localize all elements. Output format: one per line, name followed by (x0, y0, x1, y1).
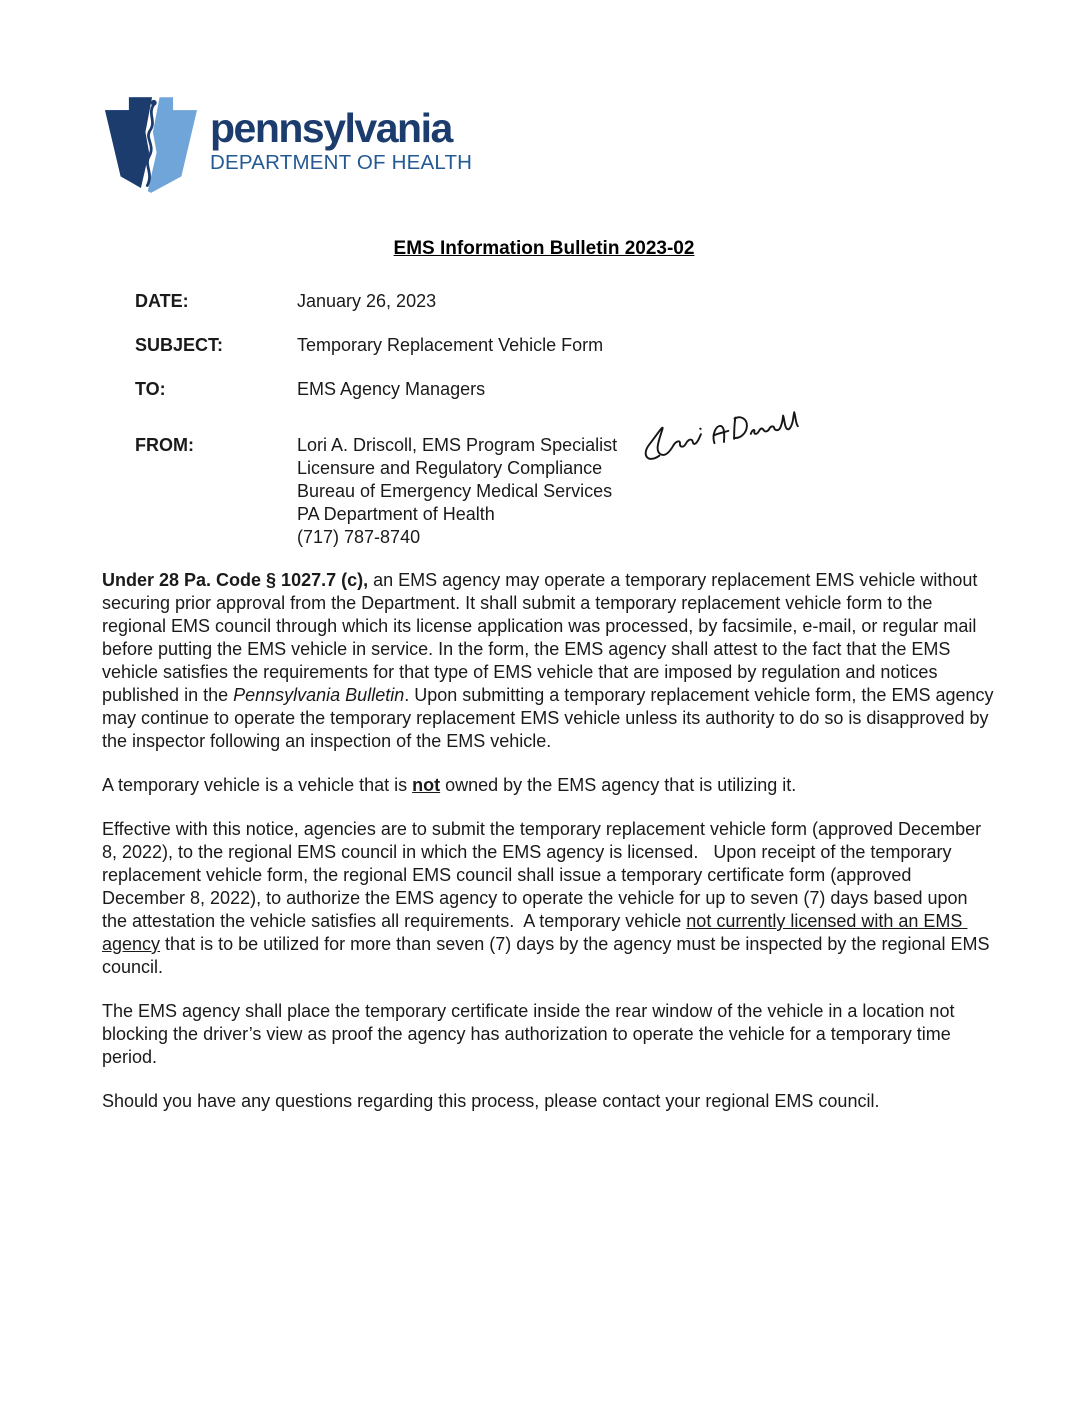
meta-row (135, 378, 1088, 401)
keystone-logo-icon (105, 95, 197, 197)
text-run: Should you have any questions regarding this process, please contact your regional EMS council. (102, 1091, 880, 1111)
meta-row-from (135, 434, 1088, 549)
meta-rows (135, 290, 1088, 401)
text-run: that is to be utilized for more than seven (7) days by the agency must be inspected by the regional EMS council. (102, 934, 995, 977)
meta-label: DATE: (135, 291, 189, 311)
body-paragraphs (102, 569, 999, 1113)
logo-org-name: pennsylvania (210, 105, 452, 151)
meta-value: Temporary Replacement Vehicle Form (297, 335, 604, 355)
text-run: not (412, 775, 441, 795)
text-run: Under 28 Pa. Code § 1027.7 (c), (102, 570, 369, 590)
pa-doh-logo (105, 95, 1088, 197)
from-line: (717) 787-8740 (297, 527, 421, 547)
paragraph (102, 818, 994, 979)
logo-org-subtitle: DEPARTMENT OF HEALTH (210, 151, 473, 175)
logo-wordmark (210, 95, 472, 175)
from-line: PA Department of Health (297, 504, 495, 524)
from-label: FROM: (135, 435, 194, 455)
from-line: Lori A. Driscoll, EMS Program Specialist (297, 435, 618, 455)
meta-value: EMS Agency Managers (297, 379, 486, 399)
from-lines (297, 434, 617, 549)
page-title: EMS Information Bulletin 2023-02 (393, 238, 695, 259)
meta-row (135, 334, 1088, 357)
text-run: Effective with this notice, agencies are to submit the temporary replacement vehicle form (approved December 8, 2022), to the regional EMS council in which the EMS agency is licensed. Upon receipt of the temporary replacement vehicle form, the regional EMS council shall issue a temporary certificate form (approved December 8, 2022), to authorize the EMS agency to operate the vehicle for up to seven (7) days based upon the attestation the vehicle satisfies all requirements. A temporary vehicle (102, 819, 987, 931)
text-run: A temporary vehicle is a vehicle that is (102, 775, 413, 795)
paragraph (102, 569, 999, 753)
text-run: an EMS agency may operate a temporary replacement EMS vehicle without securing prior approval from the Department. It shall submit a temporary replacement vehicle form to the regional EMS council through which its license application was processed, by facsimile, e-mail, or regular mail before putting the EMS vehicle in service. In the form, the EMS agency shall attest to the fact that the EMS vehicle satisfies the requirements for that type of EMS vehicle that are imposed by regulation and notices published in the (102, 570, 983, 705)
meta-label: SUBJECT: (135, 335, 224, 355)
paragraph (102, 774, 994, 797)
from-line: Licensure and Regulatory Compliance (297, 458, 603, 478)
text-run: not currently licensed with an EMS agency (102, 911, 968, 954)
meta-label: TO: (135, 379, 166, 399)
meta-row (135, 290, 1088, 313)
text-run: Pennsylvania Bulletin (233, 685, 405, 705)
meta-block (135, 290, 1088, 549)
text-run: . Upon submitting a temporary replacement vehicle form, the EMS agency may continue to operate the temporary replacement EMS vehicle unless its authority to do so is disapproved by the inspector following an inspection of the EMS vehicle. (102, 685, 999, 751)
meta-value: January 26, 2023 (297, 291, 437, 311)
paragraph (102, 1000, 994, 1069)
paragraph (102, 1090, 994, 1113)
text-run: The EMS agency shall place the temporary certificate inside the rear window of the vehicle in a location not blocking the driver’s view as proof the agency has authorization to operate the vehicle for a temporary time period. (102, 1001, 960, 1067)
text-run: owned by the EMS agency that is utilizing it. (440, 775, 797, 795)
from-line: Bureau of Emergency Medical Services (297, 481, 613, 501)
